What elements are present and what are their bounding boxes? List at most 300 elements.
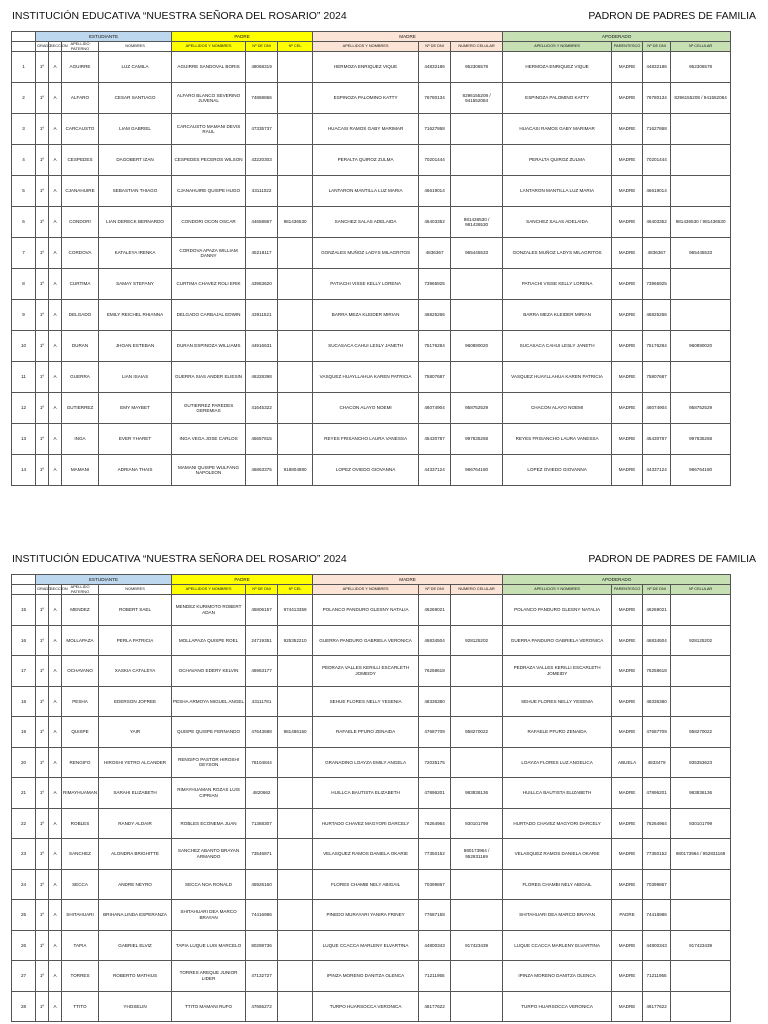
table-row: [12, 331, 731, 362]
parentesco-cell: MADRE: [612, 455, 643, 486]
apoderado-celular-cell: [671, 686, 731, 717]
apoderado-nombre-cell: TURPO HUARSOCCA VERONICA: [503, 991, 612, 1022]
parentesco-cell: MADRE: [612, 778, 643, 809]
apoderado-celular-cell: 930101799: [671, 808, 731, 839]
seccion-cell: A: [49, 595, 62, 626]
grado-cell: 1º: [36, 455, 49, 486]
madre-dni-cell: 72035175: [419, 747, 451, 778]
nombres-cell: KATALEYA IRENKA: [99, 238, 172, 269]
row-number: 11: [12, 362, 36, 393]
padre-dni-cell: 45657815: [246, 424, 278, 455]
col-seccion: SECCION: [49, 42, 62, 52]
grado-cell: 1º: [36, 961, 49, 992]
grado-cell: 1º: [36, 778, 49, 809]
seccion-cell: A: [49, 778, 62, 809]
col-seccion: SECCION: [49, 585, 62, 595]
padre-cel-cell: 981486150: [278, 717, 313, 748]
padre-cel-cell: [278, 747, 313, 778]
padre-cel-cell: [278, 991, 313, 1022]
padre-nombre-cell: CORDOVA APAZA WILLIAM DANNY: [172, 238, 246, 269]
parentesco-cell: ABUELA: [612, 747, 643, 778]
col-apoderado-nombres: APELLIDOS Y NOMBRES: [503, 42, 612, 52]
row-number: 18: [12, 686, 36, 717]
padre-dni-cell: 47132727: [246, 961, 278, 992]
table-row: [12, 778, 731, 809]
padre-cel-cell: [278, 52, 313, 83]
col-madre-dni: Nº DE DNI: [419, 42, 451, 52]
padre-cel-cell: [278, 424, 313, 455]
apoderado-nombre-cell: CHACON ALAYO NOEMI: [503, 393, 612, 424]
seccion-cell: A: [49, 424, 62, 455]
apoderado-celular-cell: [671, 961, 731, 992]
grado-cell: 1º: [36, 747, 49, 778]
padre-cel-cell: [278, 869, 313, 900]
seccion-cell: A: [49, 300, 62, 331]
nombres-cell: ROBERTO MATHIUS: [99, 961, 172, 992]
madre-celular-cell: 965445533: [451, 238, 503, 269]
apoderado-celular-cell: 981436530 / 981436530: [671, 207, 731, 238]
apoderado-celular-cell: [671, 869, 731, 900]
madre-nombre-cell: POLANCO PANDURO GLESNY NATALIA: [313, 595, 419, 626]
madre-celular-cell: 960890020: [451, 331, 503, 362]
apoderado-nombre-cell: FLORES CHAMBI NELY ABIGAIL: [503, 869, 612, 900]
madre-dni-cell: 46403352: [419, 207, 451, 238]
madre-nombre-cell: SUCASACA CAHUI LESLY JANETH: [313, 331, 419, 362]
apellido-paterno-cell: SECCA: [62, 869, 99, 900]
row-number: 2: [12, 83, 36, 114]
seccion-cell: A: [49, 393, 62, 424]
madre-nombre-cell: HUILLCA BAUTISTA ELIZABETH: [313, 778, 419, 809]
padre-nombre-cell: PESHA ARMOYA MIGUEL ANGEL: [172, 686, 246, 717]
apoderado-dni-cell: 76780134: [643, 83, 671, 114]
nombres-cell: YHOSELIN: [99, 991, 172, 1022]
nombres-cell: GABRIEL ELVIZ: [99, 930, 172, 961]
seccion-cell: A: [49, 52, 62, 83]
seccion-cell: A: [49, 717, 62, 748]
grado-cell: 1º: [36, 176, 49, 207]
col-padre-dni: Nº DE DNI: [246, 42, 278, 52]
apoderado-dni-cell: 44800343: [643, 930, 671, 961]
school-title: INSTITUCIÓN EDUCATIVA “NUESTRA SEÑORA DEL ROSARIO” 2024: [12, 10, 347, 22]
padre-nombre-cell: OCHAVANO EDERY KELVIN: [172, 656, 246, 687]
parentesco-cell: MADRE: [612, 207, 643, 238]
seccion-cell: A: [49, 145, 62, 176]
grado-cell: 1º: [36, 83, 49, 114]
grado-cell: 1º: [36, 52, 49, 83]
madre-dni-cell: 48336380: [419, 686, 451, 717]
madre-celular-cell: 958270022: [451, 717, 503, 748]
padre-cel-cell: [278, 114, 313, 145]
grado-cell: 1º: [36, 331, 49, 362]
apoderado-dni-cell: 47896201: [643, 778, 671, 809]
row-number: 6: [12, 207, 36, 238]
table-row: [12, 747, 731, 778]
seccion-cell: A: [49, 207, 62, 238]
madre-dni-cell: 44337124: [419, 455, 451, 486]
row-number: 9: [12, 300, 36, 331]
parentesco-cell: MADRE: [612, 839, 643, 870]
apellido-paterno-cell: CJANAHUIRE: [62, 176, 99, 207]
madre-celular-cell: [451, 176, 503, 207]
padre-cel-cell: 974413359: [278, 595, 313, 626]
grado-cell: 1º: [36, 625, 49, 656]
col-madre-dni: Nº DE DNI: [419, 585, 451, 595]
madre-celular-cell: 981436530 / 981436530: [451, 207, 503, 238]
apoderado-celular-cell: [671, 269, 731, 300]
padre-nombre-cell: ROBLES ECONEMA JUAN: [172, 808, 246, 839]
apoderado-dni-cell: 73965925: [643, 269, 671, 300]
madre-celular-cell: [451, 656, 503, 687]
row-number: 27: [12, 961, 36, 992]
grado-cell: 1º: [36, 114, 49, 145]
apoderado-dni-cell: 76264964: [643, 808, 671, 839]
padre-dni-cell: 47665272: [246, 991, 278, 1022]
apoderado-nombre-cell: PEDRAZA VALLES KERILLI ESCARLETH JOMEIDY: [503, 656, 612, 687]
padre-nombre-cell: INGA VEGA JOSE CARLOS: [172, 424, 246, 455]
parentesco-cell: MADRE: [612, 656, 643, 687]
table-row: [12, 300, 731, 331]
madre-dni-cell: 47896201: [419, 778, 451, 809]
row-number: 24: [12, 869, 36, 900]
nombres-cell: LIAN ISAIAS: [99, 362, 172, 393]
madre-celular-cell: [451, 269, 503, 300]
padre-cel-cell: [278, 269, 313, 300]
madre-nombre-cell: VASQUEZ HUAYLLAHUA KAREN PATRICIA: [313, 362, 419, 393]
seccion-cell: A: [49, 238, 62, 269]
padre-cel-cell: [278, 145, 313, 176]
apoderado-nombre-cell: GUERRA PANDURO GABRIELA VERONICA: [503, 625, 612, 656]
col-apoderado-nombres: APELLIDOS Y NOMBRES: [503, 585, 612, 595]
seccion-cell: A: [49, 625, 62, 656]
padre-cel-cell: [278, 686, 313, 717]
apoderado-celular-cell: [671, 176, 731, 207]
apellido-paterno-cell: CESPEDES: [62, 145, 99, 176]
apoderado-dni-cell: 71211955: [643, 961, 671, 992]
apellido-paterno-cell: RIMAYHUAMAN: [62, 778, 99, 809]
nombres-cell: CESAR SANTIAGO: [99, 83, 172, 114]
apoderado-nombre-cell: SEHUE FLORES NELLY YESENIA: [503, 686, 612, 717]
madre-celular-cell: 928125202: [451, 625, 503, 656]
grado-cell: 1º: [36, 595, 49, 626]
grado-cell: 1º: [36, 393, 49, 424]
madre-celular-cell: [451, 961, 503, 992]
col-apoderado-celular: Nº CELULAR: [671, 42, 731, 52]
madre-dni-cell: 46619014: [419, 176, 451, 207]
apoderado-nombre-cell: SUCASACA CAHUI LESLY JANETH: [503, 331, 612, 362]
table-row: [12, 686, 731, 717]
nombres-cell: EMY MAYBET: [99, 393, 172, 424]
register-title: PADRON DE PADRES DE FAMILIA: [588, 553, 756, 565]
grado-cell: 1º: [36, 207, 49, 238]
madre-nombre-cell: GRANADINO LOAYZA EMILY ANGELA: [313, 747, 419, 778]
apellido-paterno-cell: INGA: [62, 424, 99, 455]
padre-nombre-cell: ALFARO BLANCO SEVERINO JUVENAL: [172, 83, 246, 114]
padre-nombre-cell: CONDORI OCON OSCAR: [172, 207, 246, 238]
madre-celular-cell: 980173964 / 952831169: [451, 839, 503, 870]
apoderado-celular-cell: [671, 656, 731, 687]
madre-nombre-cell: SEHUE FLORES NELLY YESENIA: [313, 686, 419, 717]
table-row: [12, 424, 731, 455]
madre-celular-cell: [451, 114, 503, 145]
madre-nombre-cell: CHACON ALAYO NOEMI: [313, 393, 419, 424]
padre-nombre-cell: GUERRA SIAS ANDER ELIESIN: [172, 362, 246, 393]
padre-cel-cell: [278, 83, 313, 114]
apoderado-dni-cell: 46619014: [643, 176, 671, 207]
padre-dni-cell: 73546871: [246, 839, 278, 870]
apellido-paterno-cell: TORRES: [62, 961, 99, 992]
col-apoderado-celular: Nº CELULAR: [671, 585, 731, 595]
apoderado-dni-cell: 48336380: [643, 686, 671, 717]
seccion-cell: A: [49, 331, 62, 362]
apoderado-nombre-cell: RAFAELE PFURO ZENAIDA: [503, 717, 612, 748]
madre-dni-cell: 48177622: [419, 991, 451, 1022]
nombres-cell: ALONDRA BRIGHITTE: [99, 839, 172, 870]
group-apoderado: APODERADO: [503, 575, 731, 585]
apellido-paterno-cell: PESHA: [62, 686, 99, 717]
padre-cel-cell: [278, 839, 313, 870]
parentesco-cell: MADRE: [612, 331, 643, 362]
padre-cel-cell: [278, 961, 313, 992]
padre-nombre-cell: AGUIRRE SANDOVAL BORIS: [172, 52, 246, 83]
padre-cel-cell: [278, 300, 313, 331]
table-row: [12, 362, 731, 393]
parentesco-cell: MADRE: [612, 717, 643, 748]
madre-dni-cell: 71627868: [419, 114, 451, 145]
parentesco-cell: MADRE: [612, 52, 643, 83]
apoderado-dni-cell: 48177622: [643, 991, 671, 1022]
padre-nombre-cell: SHITAHUARI DEA MARCO BRAYAN: [172, 900, 246, 931]
padre-dni-cell: 43911521: [246, 300, 278, 331]
nombres-cell: YAIR: [99, 717, 172, 748]
row-number: 26: [12, 930, 36, 961]
table-row: [12, 930, 731, 961]
madre-celular-cell: 997635268: [451, 424, 503, 455]
apoderado-dni-cell: 74416986: [643, 900, 671, 931]
col-apoderado-dni: Nº DE DNI: [643, 42, 671, 52]
madre-nombre-cell: GUERRA PANDURO GABRIELA VERONICA: [313, 625, 419, 656]
seccion-cell: A: [49, 869, 62, 900]
padre-dni-cell: 44916631: [246, 331, 278, 362]
apoderado-dni-cell: 46834504: [643, 625, 671, 656]
nombres-cell: SEBASTIAN THIAGO: [99, 176, 172, 207]
table-row: [12, 656, 731, 687]
col-madre-celular: NUMERO CELULAR: [451, 585, 503, 595]
seccion-cell: A: [49, 961, 62, 992]
apoderado-celular-cell: [671, 900, 731, 931]
madre-celular-cell: [451, 747, 503, 778]
padre-cel-cell: [278, 176, 313, 207]
group-estudiante: ESTUDIANTE: [36, 575, 172, 585]
col-parentesco: PARENTESCO: [612, 585, 643, 595]
apoderado-dni-cell: 71627868: [643, 114, 671, 145]
nombres-cell: ANDRE NEYRO: [99, 869, 172, 900]
row-number: 8: [12, 269, 36, 300]
parentesco-cell: MADRE: [612, 176, 643, 207]
table-row: [12, 145, 731, 176]
parentesco-cell: MADRE: [612, 362, 643, 393]
table-row: [12, 83, 731, 114]
table-row: [12, 52, 731, 83]
apellido-paterno-cell: MENDEZ: [62, 595, 99, 626]
row-number: 15: [12, 595, 36, 626]
col-parentesco: PARENTESCO: [612, 42, 643, 52]
nombres-cell: ROBERT SAEL: [99, 595, 172, 626]
col-apellido-paterno: APELLIDO PATERNO: [62, 42, 99, 52]
seccion-cell: A: [49, 455, 62, 486]
col-madre-celular: NUMERO CELULAR: [451, 42, 503, 52]
table-row: [12, 207, 731, 238]
apoderado-celular-cell: 958752529: [671, 393, 731, 424]
grado-cell: 1º: [36, 839, 49, 870]
row-number: 25: [12, 900, 36, 931]
table-row: [12, 269, 731, 300]
apellido-paterno-cell: ALFARO: [62, 83, 99, 114]
padre-dni-cell: 48068319: [246, 52, 278, 83]
apoderado-nombre-cell: POLANCO PANDURO GLESNY NATALIA: [503, 595, 612, 626]
padre-nombre-cell: CJANAHUIRE QUISPE HUGO: [172, 176, 246, 207]
apoderado-dni-cell: 44337124: [643, 455, 671, 486]
padre-dni-cell: 47643688: [246, 717, 278, 748]
nombres-cell: XASKIA CATALEYA: [99, 656, 172, 687]
madre-nombre-cell: GONZALES MUÑOZ LADYS MILAGRITOS: [313, 238, 419, 269]
table-row: [12, 595, 731, 626]
seccion-cell: A: [49, 839, 62, 870]
apoderado-celular-cell: 997635268: [671, 424, 731, 455]
padre-cel-cell: [278, 362, 313, 393]
page-header: [12, 10, 756, 26]
row-number: 14: [12, 455, 36, 486]
madre-dni-cell: 76258618: [419, 656, 451, 687]
madre-nombre-cell: PEDRAZA VALLES KERILLI ESCARLETH JOMEIDY: [313, 656, 419, 687]
apoderado-celular-cell: 917423439: [671, 930, 731, 961]
parentesco-cell: MADRE: [612, 686, 643, 717]
seccion-cell: A: [49, 686, 62, 717]
padre-dni-cell: 45806157: [246, 595, 278, 626]
madre-celular-cell: [451, 362, 503, 393]
padre-dni-cell: 44658867: [246, 207, 278, 238]
row-number: 3: [12, 114, 36, 145]
seccion-cell: A: [49, 114, 62, 145]
apellido-paterno-cell: ROBLES: [62, 808, 99, 839]
madre-dni-cell: 46834504: [419, 625, 451, 656]
padre-nombre-cell: SANCHEZ ABANTO BRAYAN ARMANDO: [172, 839, 246, 870]
nombres-cell: EVER YHARET: [99, 424, 172, 455]
grado-cell: 1º: [36, 717, 49, 748]
padre-nombre-cell: CARCAUSTO MAMANI DEVIS RAUL: [172, 114, 246, 145]
apoderado-nombre-cell: VELASQUEZ RAMOS DANIELA OKARIE: [503, 839, 612, 870]
apoderado-dni-cell: 70399867: [643, 869, 671, 900]
madre-celular-cell: 917423439: [451, 930, 503, 961]
padre-dni-cell: 74416986: [246, 900, 278, 931]
padre-dni-cell: 43111781: [246, 686, 278, 717]
col-apellido-paterno: APELLIDO PATERNO: [62, 585, 99, 595]
apoderado-celular-cell: 928125202: [671, 625, 731, 656]
apellido-paterno-cell: CONDORI: [62, 207, 99, 238]
apellido-paterno-cell: TAPIA: [62, 930, 99, 961]
padre-dni-cell: 74868866: [246, 83, 278, 114]
row-number: 12: [12, 393, 36, 424]
madre-celular-cell: 958752529: [451, 393, 503, 424]
madre-nombre-cell: PATIACHI VISSE KELLY LORENA: [313, 269, 419, 300]
seccion-cell: A: [49, 83, 62, 114]
padre-nombre-cell: CESPEDES PECEROS WILSON: [172, 145, 246, 176]
seccion-cell: A: [49, 991, 62, 1022]
apoderado-nombre-cell: LOPEZ OVIEDO GIOVANNA: [503, 455, 612, 486]
madre-dni-cell: 70201444: [419, 145, 451, 176]
col-padre-cel: Nº CEL: [278, 42, 313, 52]
madre-dni-cell: 4836367: [419, 238, 451, 269]
padre-dni-cell: 41645322: [246, 393, 278, 424]
madre-nombre-cell: ESPINOZA PALOMINO KATTY: [313, 83, 419, 114]
apoderado-dni-cell: 46403352: [643, 207, 671, 238]
parentesco-cell: MADRE: [612, 300, 643, 331]
seccion-cell: A: [49, 900, 62, 931]
apoderado-nombre-cell: SANCHEZ SALAS ADELAIDA: [503, 207, 612, 238]
table-row: [12, 991, 731, 1022]
nombres-cell: SAMAY STEFANY: [99, 269, 172, 300]
apoderado-celular-cell: [671, 362, 731, 393]
table-row: [12, 961, 731, 992]
parentesco-cell: MADRE: [612, 145, 643, 176]
padre-nombre-cell: GUTIERREZ PAREDES GEREMIAS: [172, 393, 246, 424]
madre-dni-cell: 44832186: [419, 52, 451, 83]
madre-nombre-cell: VELASQUEZ RAMOS DANIELA OKARIE: [313, 839, 419, 870]
apellido-paterno-cell: OCHAVANO: [62, 656, 99, 687]
madre-dni-cell: 75176284: [419, 331, 451, 362]
col-nombres: NOMBRES: [99, 42, 172, 52]
table-row: [12, 176, 731, 207]
apoderado-celular-cell: 960890020: [671, 331, 731, 362]
grado-cell: 1º: [36, 930, 49, 961]
row-number: 1: [12, 52, 36, 83]
madre-nombre-cell: RAFAELE PFURO ZENAIDA: [313, 717, 419, 748]
padre-nombre-cell: TORRES AREQUE JUNIOR LIDER: [172, 961, 246, 992]
apellido-paterno-cell: GUTIERREZ: [62, 393, 99, 424]
apoderado-dni-cell: 45430787: [643, 424, 671, 455]
page-header: [12, 553, 756, 569]
apellido-paterno-cell: MOLLAPAZA: [62, 625, 99, 656]
parentesco-cell: MADRE: [612, 808, 643, 839]
apoderado-celular-cell: 8296155208 / 941552084: [671, 83, 731, 114]
apoderado-celular-cell: [671, 300, 731, 331]
padre-cel-cell: [278, 900, 313, 931]
parentesco-cell: MADRE: [612, 595, 643, 626]
parentesco-cell: MADRE: [612, 869, 643, 900]
madre-dni-cell: 75807687: [419, 362, 451, 393]
parentesco-cell: MADRE: [612, 114, 643, 145]
col-padre-nombres: APELLIDOS Y NOMBRES: [172, 585, 246, 595]
madre-celular-cell: 930101799: [451, 808, 503, 839]
group-apoderado: APODERADO: [503, 32, 731, 42]
nombres-cell: DAGOBERT IZAN: [99, 145, 172, 176]
apoderado-celular-cell: [671, 114, 731, 145]
padre-dni-cell: 71368307: [246, 808, 278, 839]
apoderado-celular-cell: 935353623: [671, 747, 731, 778]
apellido-paterno-cell: RENGIFO: [62, 747, 99, 778]
apellido-paterno-cell: MAMANI: [62, 455, 99, 486]
nombres-cell: RANDY ALDAIR: [99, 808, 172, 839]
madre-nombre-cell: LANTARON MANTILLA LUZ MARIA: [313, 176, 419, 207]
apoderado-dni-cell: 75807687: [643, 362, 671, 393]
apoderado-dni-cell: 4836367: [643, 238, 671, 269]
nombres-cell: PERLA PATRICIA: [99, 625, 172, 656]
apoderado-nombre-cell: HUACASI RAMOS GABY MARIMAR: [503, 114, 612, 145]
madre-dni-cell: 47687709: [419, 717, 451, 748]
parentesco-cell: MADRE: [612, 991, 643, 1022]
madre-celular-cell: [451, 991, 503, 1022]
table-row: [12, 625, 731, 656]
apellido-paterno-cell: DURAN: [62, 331, 99, 362]
